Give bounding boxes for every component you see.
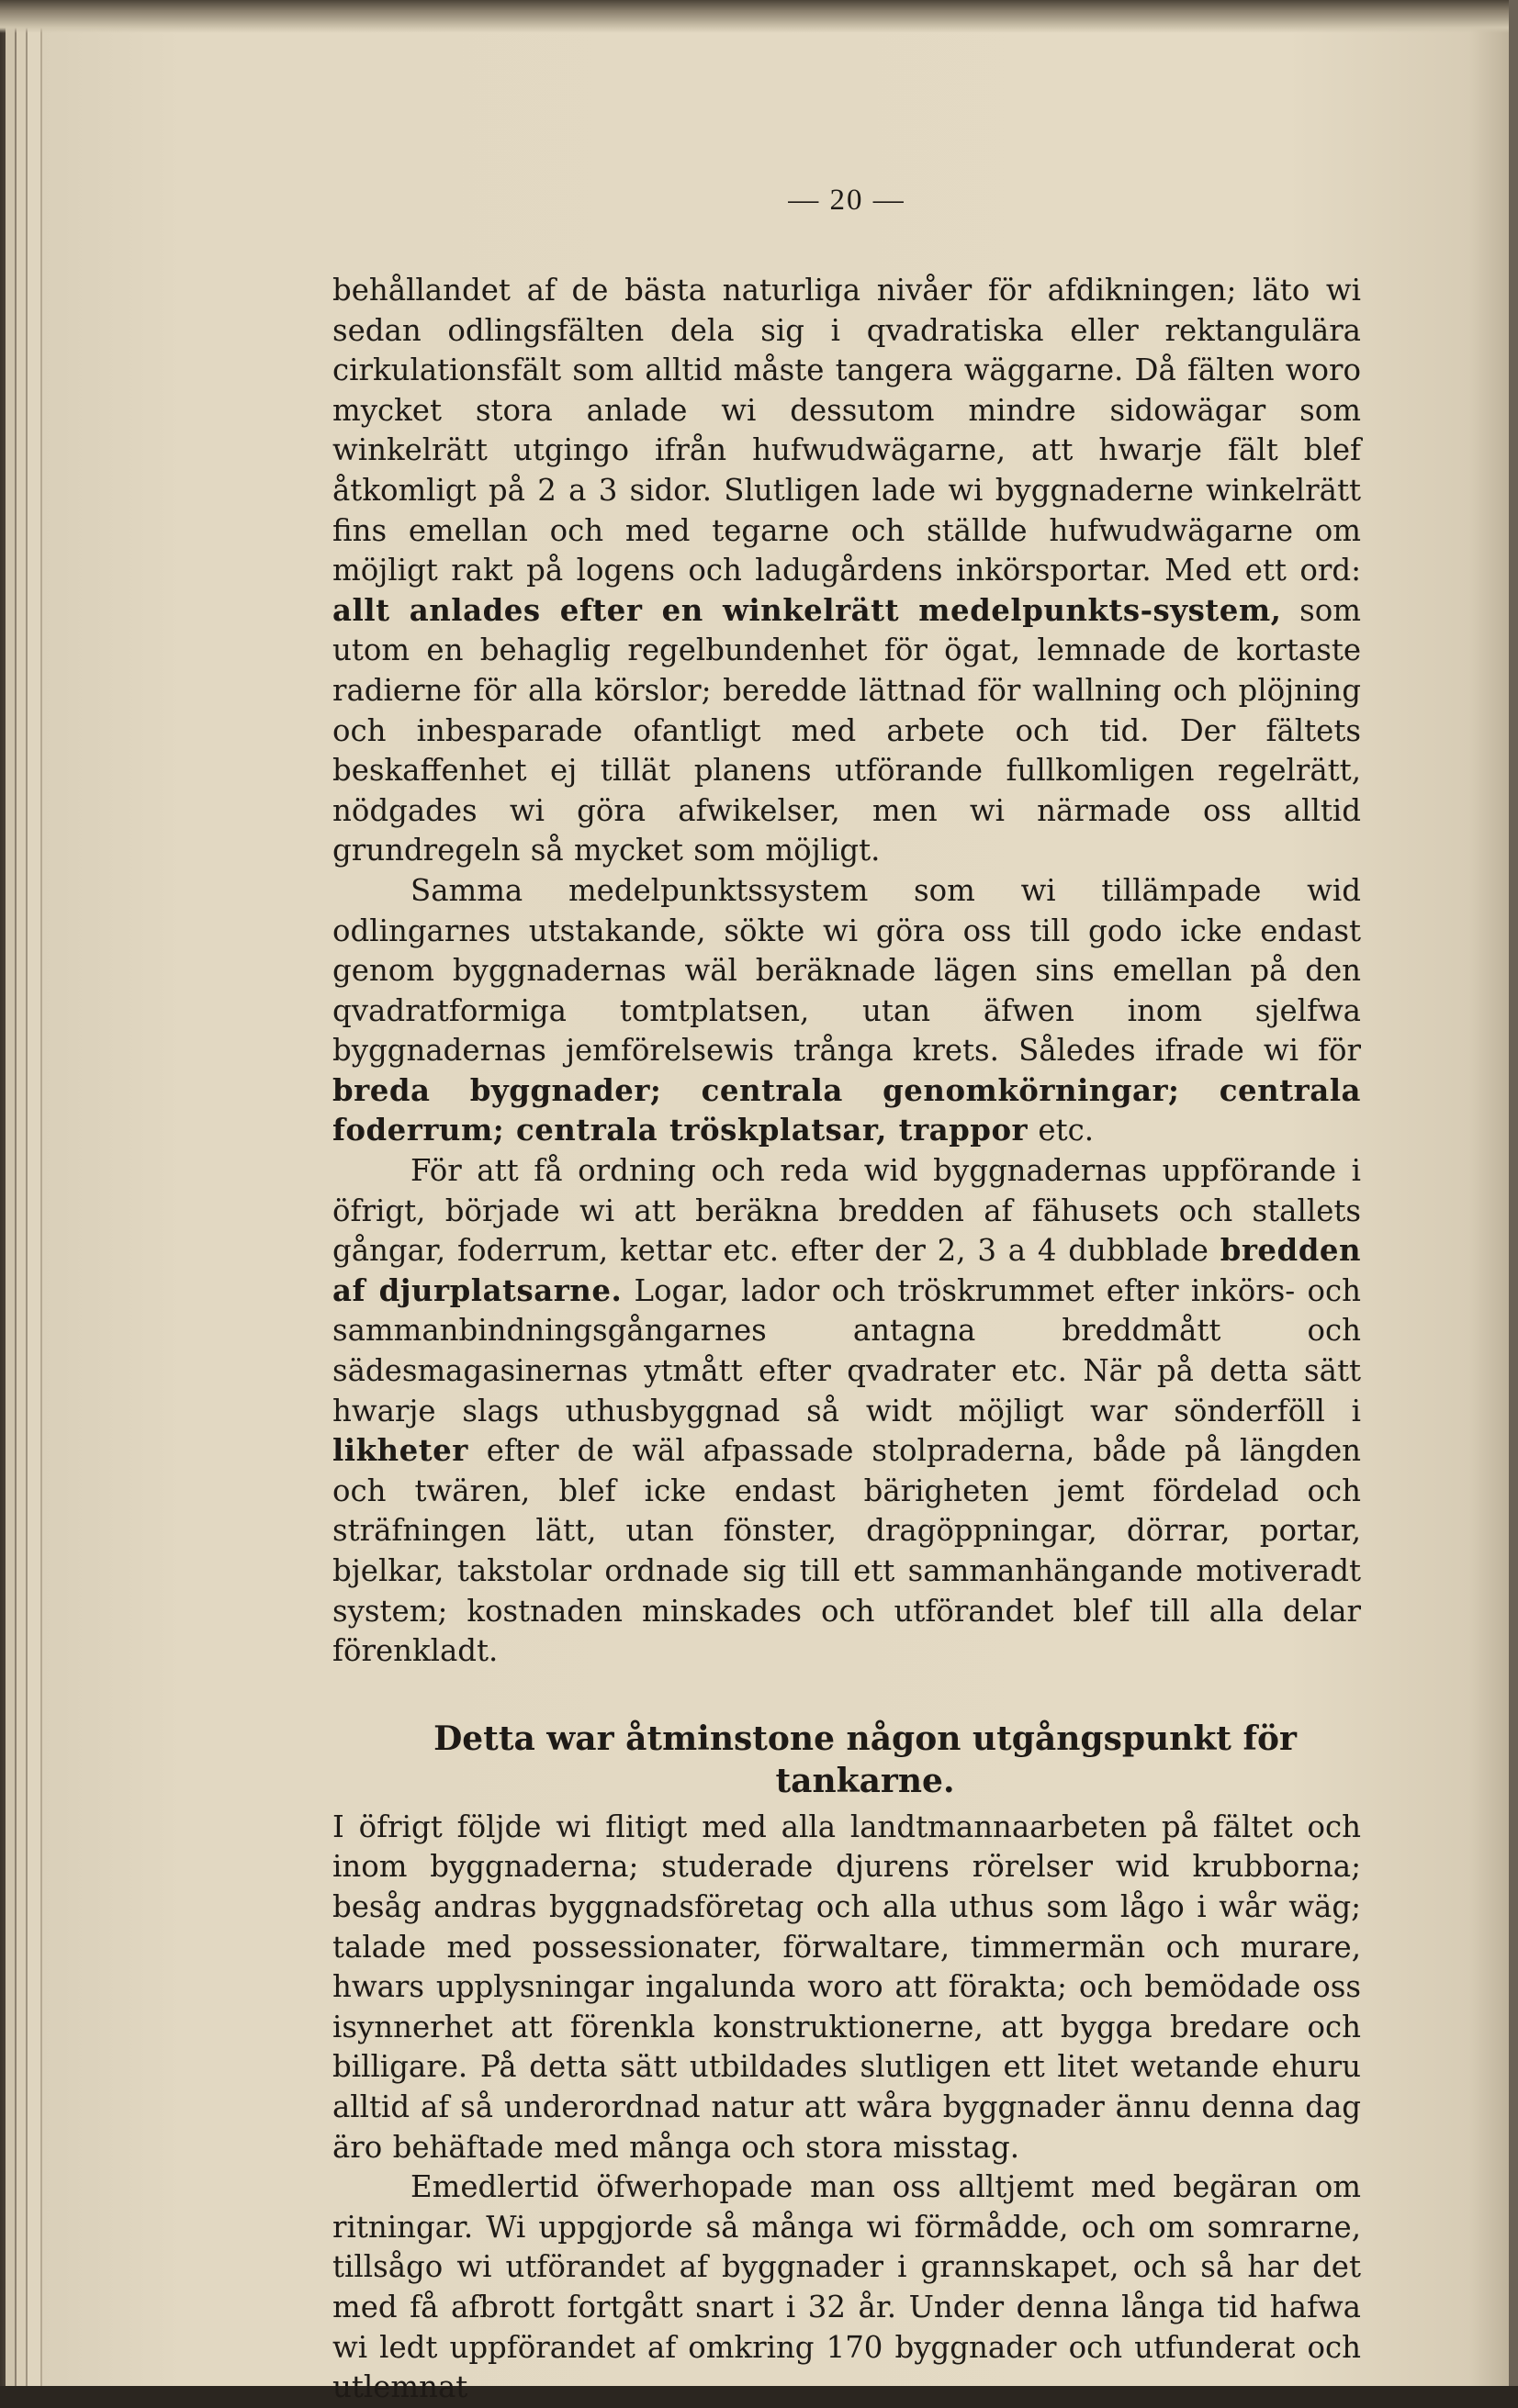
text-run: som utom en behaglig regelbundenhet för ögat, lemnade de kortaste radierne för alla körslor; beredde lättnad för wallning och plöjning och inbesparade ofantligt med arbete och tid. Der fältets beskaffenhet ej tillät planens utförande fullkomligen regelrätt, nödgades wi göra afwikelser, men wi närmade oss alltid grundregeln så mycket som möjligt. xyxy=(332,592,1361,868)
emphasis-text: breda byggnader; centrala genomkörningar; centrala foderrum; centrala tröskplatsar, trappor xyxy=(332,1072,1361,1148)
right-shadow xyxy=(1509,0,1518,2386)
page-edge xyxy=(6,28,17,2386)
paragraph-2 xyxy=(332,871,1361,1151)
text-run: Samma medelpunktssystem som wi tillämpade wid odlingarnes utstakande, sökte wi göra oss till godo icke endast genom byggnadernas wäl beräknade lägen sins emellan på den qvadratformiga tomtplatsen, utan äfwen inom sjelfwa byggnadernas jemförelsewis trånga krets. Således ifrade wi för xyxy=(332,872,1361,1069)
text-run: Emedlertid öfwerhopade man oss alltjemt med begäran om ritningar. Wi uppgjorde så många wi förmådde, och om somrarne, tillsågo wi utförandet af byggnader i grannskapet, och så har det med få afbrott fortgått snart i 32 år. Under denna långa tid hafwa wi ledt uppförandet af omkring 170 byggnader och utfunderat och utlemnat xyxy=(332,2169,1361,2405)
section-heading: Detta war åtminstone någon utgångspunkt för tankarne. xyxy=(433,1719,1297,1800)
text-run: behållandet af de bästa naturliga nivåer för afdikningen; läto wi sedan odlingsfälten dela sig i qvadratiska eller rektangulära cirkulationsfält som alltid måste tangera wäggarne. Då fälten woro mycket stora anlade wi dessutom mindre sidowägar som winkelrätt utgingo ifrån hufwudwägarne, att hwarje fält blef åtkomligt på 2 a 3 sidor. Slutligen lade wi byggnaderne winkelrätt fins emellan och med tegarne och ställde hufwudwägarne om möjligt rakt på logens och ladugårdens inkörsportar. Med ett ord: xyxy=(332,273,1361,588)
top-shadow xyxy=(0,0,1518,33)
text-run: etc. xyxy=(1028,1113,1095,1148)
emphasis-text: bredden af djurplatsarne. xyxy=(332,1233,1361,1308)
text-run: Logar, lador och tröskrummet efter inkörs- och sammanbindningsgångarnes antagna breddmått och sädesmagasinernas ytmått efter qvadrater etc. När på detta sätt hwarje slags uthusbyggnad så widt möjligt war sönderföll i xyxy=(332,1272,1361,1428)
text-run: I öfrigt följde wi flitigt med alla landtmannaarbeten på fältet och inom byggnaderna; studerade djurens rörelser wid krubborna; besåg andras byggnadsföretag och alla uthus som lågo i wår wäg; talade med possessionater, förwaltare, timmermän och murare, hwars upplysningar ingalunda woro att förakta; och bemödade oss isynnerhet att förenkla konstruktionerne, att bygga bredare och billigare. På detta sätt utbildades slutligen ett litet wetande ehuru alltid af så underordnad natur att wåra byggnader ännu denna dag äro behäftade med många och stora misstag. xyxy=(332,1809,1361,2165)
paragraph-3 xyxy=(332,1151,1361,1672)
text-run: För att få ordning och reda wid byggnadernas uppförande i öfrigt, började wi att beräkna bredden af fähusets och stallets gångar, foderrum, kettar etc. efter der 2, 3 a 4 dubblade xyxy=(332,1153,1361,1269)
page-edge xyxy=(17,28,28,2386)
page-number: — 20 — xyxy=(788,184,905,217)
paragraph-5 xyxy=(332,2167,1361,2408)
paragraph-1 xyxy=(332,271,1361,871)
emphasis-text: likheter xyxy=(332,1433,468,1469)
text-run: efter de wäl afpassade stolpraderna, både på längden och twären, blef icke endast bärigheten jemt fördelad och sträfningen lätt, utan fönster, dragöppningar, dörrar, portar, bjelkar, takstolar ordnade sig till ett sammanhängande motiveradt system; kostnaden minskades och utförandet blef till alla delar förenkladt. xyxy=(332,1433,1361,1669)
emphasis-text: allt anlades efter en winkelrätt medelpunkts-system, xyxy=(332,592,1282,628)
paragraph-4 xyxy=(332,1808,1361,2167)
page-edge xyxy=(28,28,42,2386)
page-body xyxy=(332,184,1361,2408)
